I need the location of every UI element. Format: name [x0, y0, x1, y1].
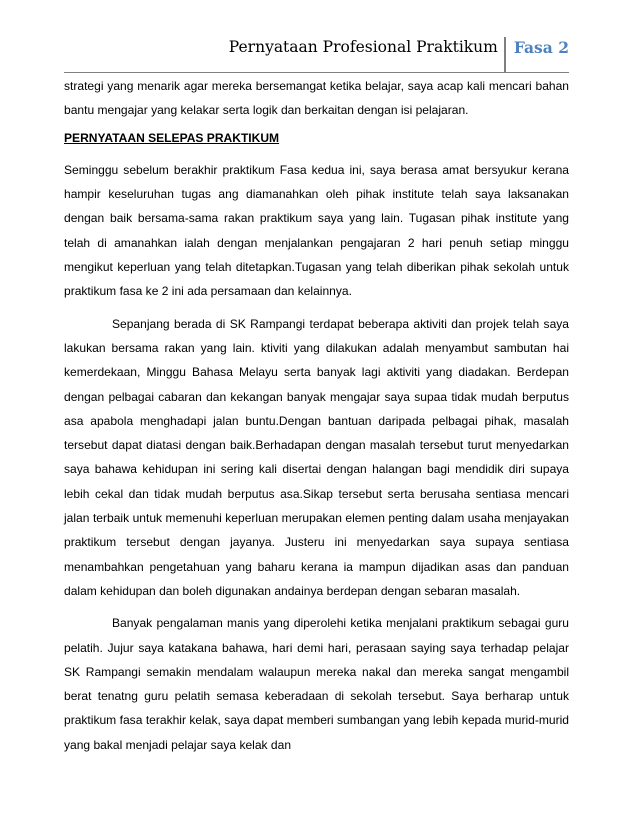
document-body — [64, 74, 569, 757]
page-header — [64, 34, 569, 73]
header-phase-label: Fasa 2 — [513, 38, 569, 57]
header-title: Pernyataan Profesional Praktikum — [228, 38, 498, 56]
section-heading: PERNYATAAN SELEPAS PRAKTIKUM — [64, 130, 280, 145]
body-paragraph-2: Sepanjang berada di SK Rampangi terdapat beberapa aktiviti dan projek telah saya lakukan bersama rakan yang lain. ktiviti yang dilakukan adalah menyambut sambutan hai kemerdekaan, Minggu Bahasa Melayu serta banyak lagi aktiviti yang diadakan. Berdepan dengan pelbagai cabaran dan kekangan banyak mengajar saya supaa tidak mudah berputus asa apabola menghadapi jalan buntu.Dengan bantuan daripada pelbagai pihak, masalah tersebut dapat diatasi dengan baik.Berhadapan dengan masalah tersebut turut menyedarkan saya bahawa kehidupan ini sering kali disertai dengan halangan bagi mendidik diri supaya lebih cekal dan tidak mudah berputus asa.Sikap tersebut serta berusaha sentiasa mencari jalan terbaik untuk memenuhi keperluan merupakan elemen penting dalam usaha menjayakan praktikum tersebut dengan jayanya. Justeru ini menyedarkan saya supaya sentiasa menambahkan pengetahuan yang baharu kerana ia mampun dijadikan asas dan panduan dalam kehidupan dan boleh digunakan andainya berdepan dengan sebaran masalah. — [64, 316, 569, 598]
body-paragraph-1: Seminggu sebelum berakhir praktikum Fasa kedua ini, saya berasa amat bersyukur kerana hampir keseluruhan tugas ang diamanahkan oleh pihak institute telah saya laksanakan dengan baik bersama-sama rakan praktikum saya yang lain. Tugasan pihak institute yang telah di amanahkan ialah dengan menjalankan pengajaran 2 hari penuh setiap minggu mengikut keperluan yang telah ditetapkan.Tugasan yang telah diberikan pihak sekolah untuk praktikum fasa ke 2 ini ada persamaan dan kelainnya. — [64, 162, 569, 299]
intro-continuation-paragraph: strategi yang menarik agar mereka bersemangat ketika belajar, saya acap kali mencari bahan bantu mengajar yang kelakar serta logik dan berkaitan dengan isi pelajaran. — [64, 79, 569, 118]
body-paragraph-3: Banyak pengalaman manis yang diperolehi ketika menjalani praktikum sebagai guru pelatih. Jujur saya katakana bahawa, hari demi hari, perasaan saying saya terhadap pelajar SK Rampangi semakin mendalam walaupun mereka nakal dan mereka sangat mengambil berat tenatng guru pelatih semasa keberadaan di sekolah tersebut. Saya berharap untuk praktikum fasa terakhir kelak, saya dapat memberi sumbangan yang lebih kepada murid-murid yang bakal menjadi pelajar saya kelak dan — [64, 616, 569, 752]
